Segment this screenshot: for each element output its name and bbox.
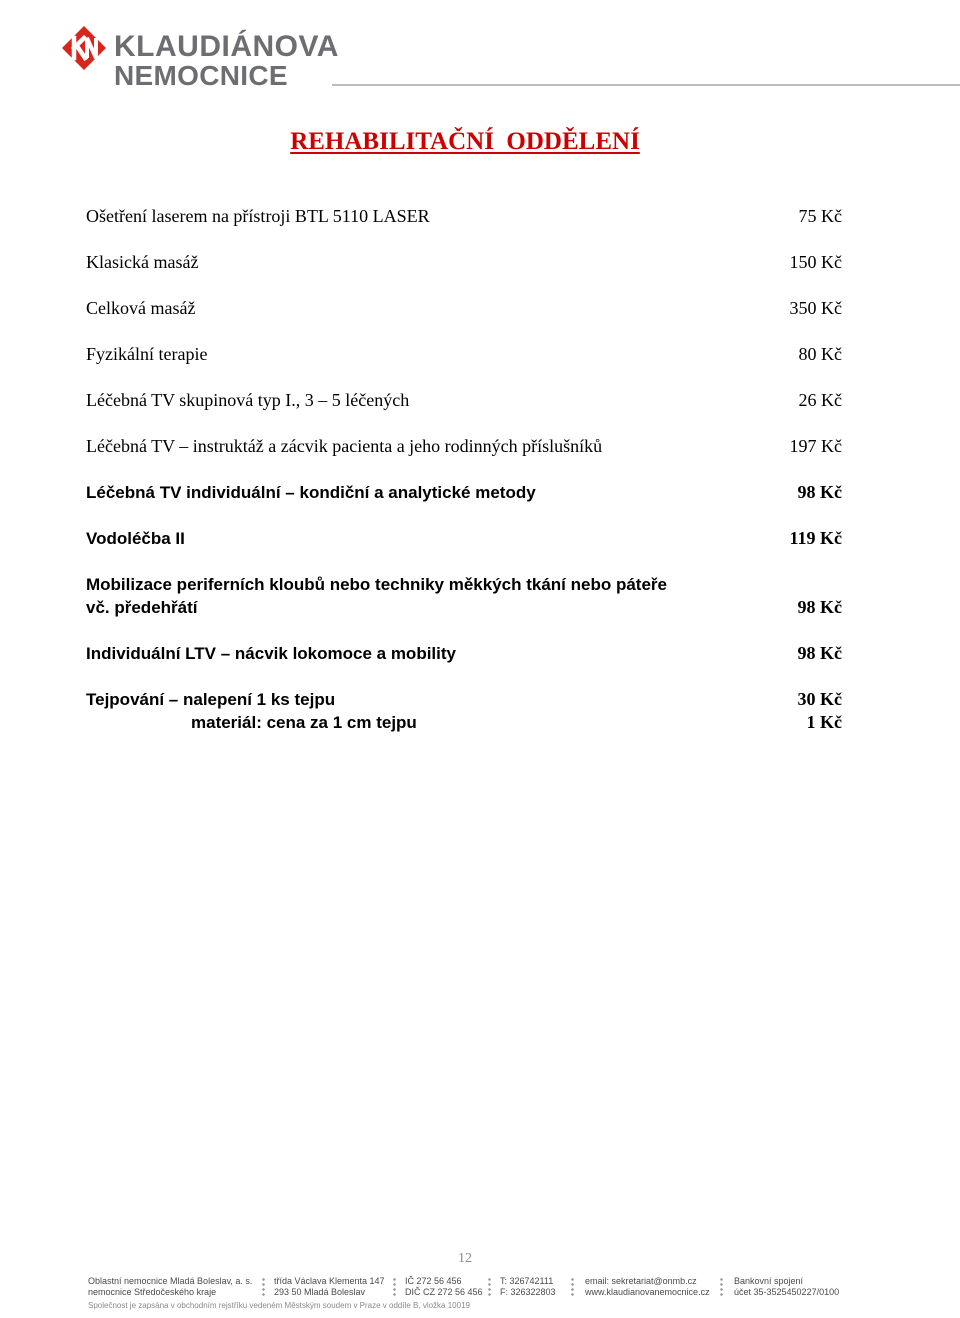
logo-mark-icon bbox=[60, 24, 108, 72]
sub-item-name: materiál: cena za 1 cm tejpu bbox=[191, 713, 417, 732]
item-name: Individuální LTV – nácvik lokomoce a mobility bbox=[86, 644, 456, 663]
item-name: Ošetření laserem na přístroji BTL 5110 LASER bbox=[86, 206, 430, 226]
footer-company: Oblastní nemocnice Mladá Boleslav, a. s. nemocnice Středočeského kraje bbox=[88, 1276, 253, 1297]
item-name: Léčebná TV skupinová typ I., 3 – 5 léčených bbox=[86, 390, 410, 410]
item-price: 30 Kč bbox=[797, 689, 842, 709]
footer-separator bbox=[571, 1277, 574, 1297]
hospital-logo bbox=[60, 24, 350, 90]
footer-ids: IČ 272 56 456 DIČ CZ 272 56 456 bbox=[405, 1276, 483, 1297]
footer-registration: Společnost je zapsána v obchodním rejstříku vedeném Městským soudem v Praze v oddíle B, vložka 10019 bbox=[88, 1301, 470, 1310]
page-title: REHABILITAČNÍ ODDĚLENÍ bbox=[290, 128, 640, 155]
footer-separator bbox=[720, 1277, 723, 1297]
item-price: 350 Kč bbox=[789, 298, 842, 318]
item-name: Klasická masáž bbox=[86, 252, 199, 272]
item-price: 26 Kč bbox=[798, 390, 842, 410]
footer-address: třída Václava Klementa 147 293 50 Mladá Boleslav bbox=[274, 1276, 385, 1297]
item-name: Mobilizace periferních kloubů nebo techniky měkkých tkání nebo páteře bbox=[86, 575, 667, 594]
item-price: 197 Kč bbox=[789, 436, 842, 456]
item-price: 75 Kč bbox=[798, 206, 842, 226]
logo-text-line1: KLAUDIÁNOVA bbox=[114, 30, 339, 63]
item-name: Léčebná TV individuální – kondiční a analytické metody bbox=[86, 483, 536, 502]
item-name: Vodoléčba II bbox=[86, 529, 185, 548]
item-price: 98 Kč bbox=[797, 482, 842, 502]
footer-separator bbox=[488, 1277, 491, 1297]
header-divider bbox=[332, 84, 960, 86]
item-name: Fyzikální terapie bbox=[86, 344, 208, 364]
item-price: 98 Kč bbox=[797, 643, 842, 663]
price-item bbox=[86, 573, 842, 619]
item-price: 80 Kč bbox=[798, 344, 842, 364]
footer bbox=[88, 1276, 868, 1312]
item-name: Léčebná TV – instruktáž a zácvik pacienta a jeho rodinných příslušníků bbox=[86, 436, 603, 456]
page-number: 12 bbox=[458, 1251, 472, 1266]
item-name: Tejpování – nalepení 1 ks tejpu bbox=[86, 690, 336, 709]
footer-separator bbox=[393, 1277, 396, 1297]
footer-contact: email: sekretariat@onmb.cz www.klaudianovanemocnice.cz bbox=[585, 1276, 710, 1297]
logo-text-line2: NEMOCNICE bbox=[114, 60, 288, 91]
item-price: 98 Kč bbox=[797, 597, 842, 617]
footer-phones: T: 326742111 F: 326322803 bbox=[500, 1276, 556, 1297]
item-price: 119 Kč bbox=[789, 528, 842, 548]
sub-item-price: 1 Kč bbox=[806, 712, 842, 732]
item-price: 150 Kč bbox=[789, 252, 842, 272]
footer-separator bbox=[262, 1277, 265, 1297]
footer-bank: Bankovní spojení účet 35-3525450227/0100 bbox=[734, 1276, 840, 1297]
item-name: Celková masáž bbox=[86, 298, 196, 318]
item-name-continued: vč. předehřátí bbox=[86, 598, 198, 617]
